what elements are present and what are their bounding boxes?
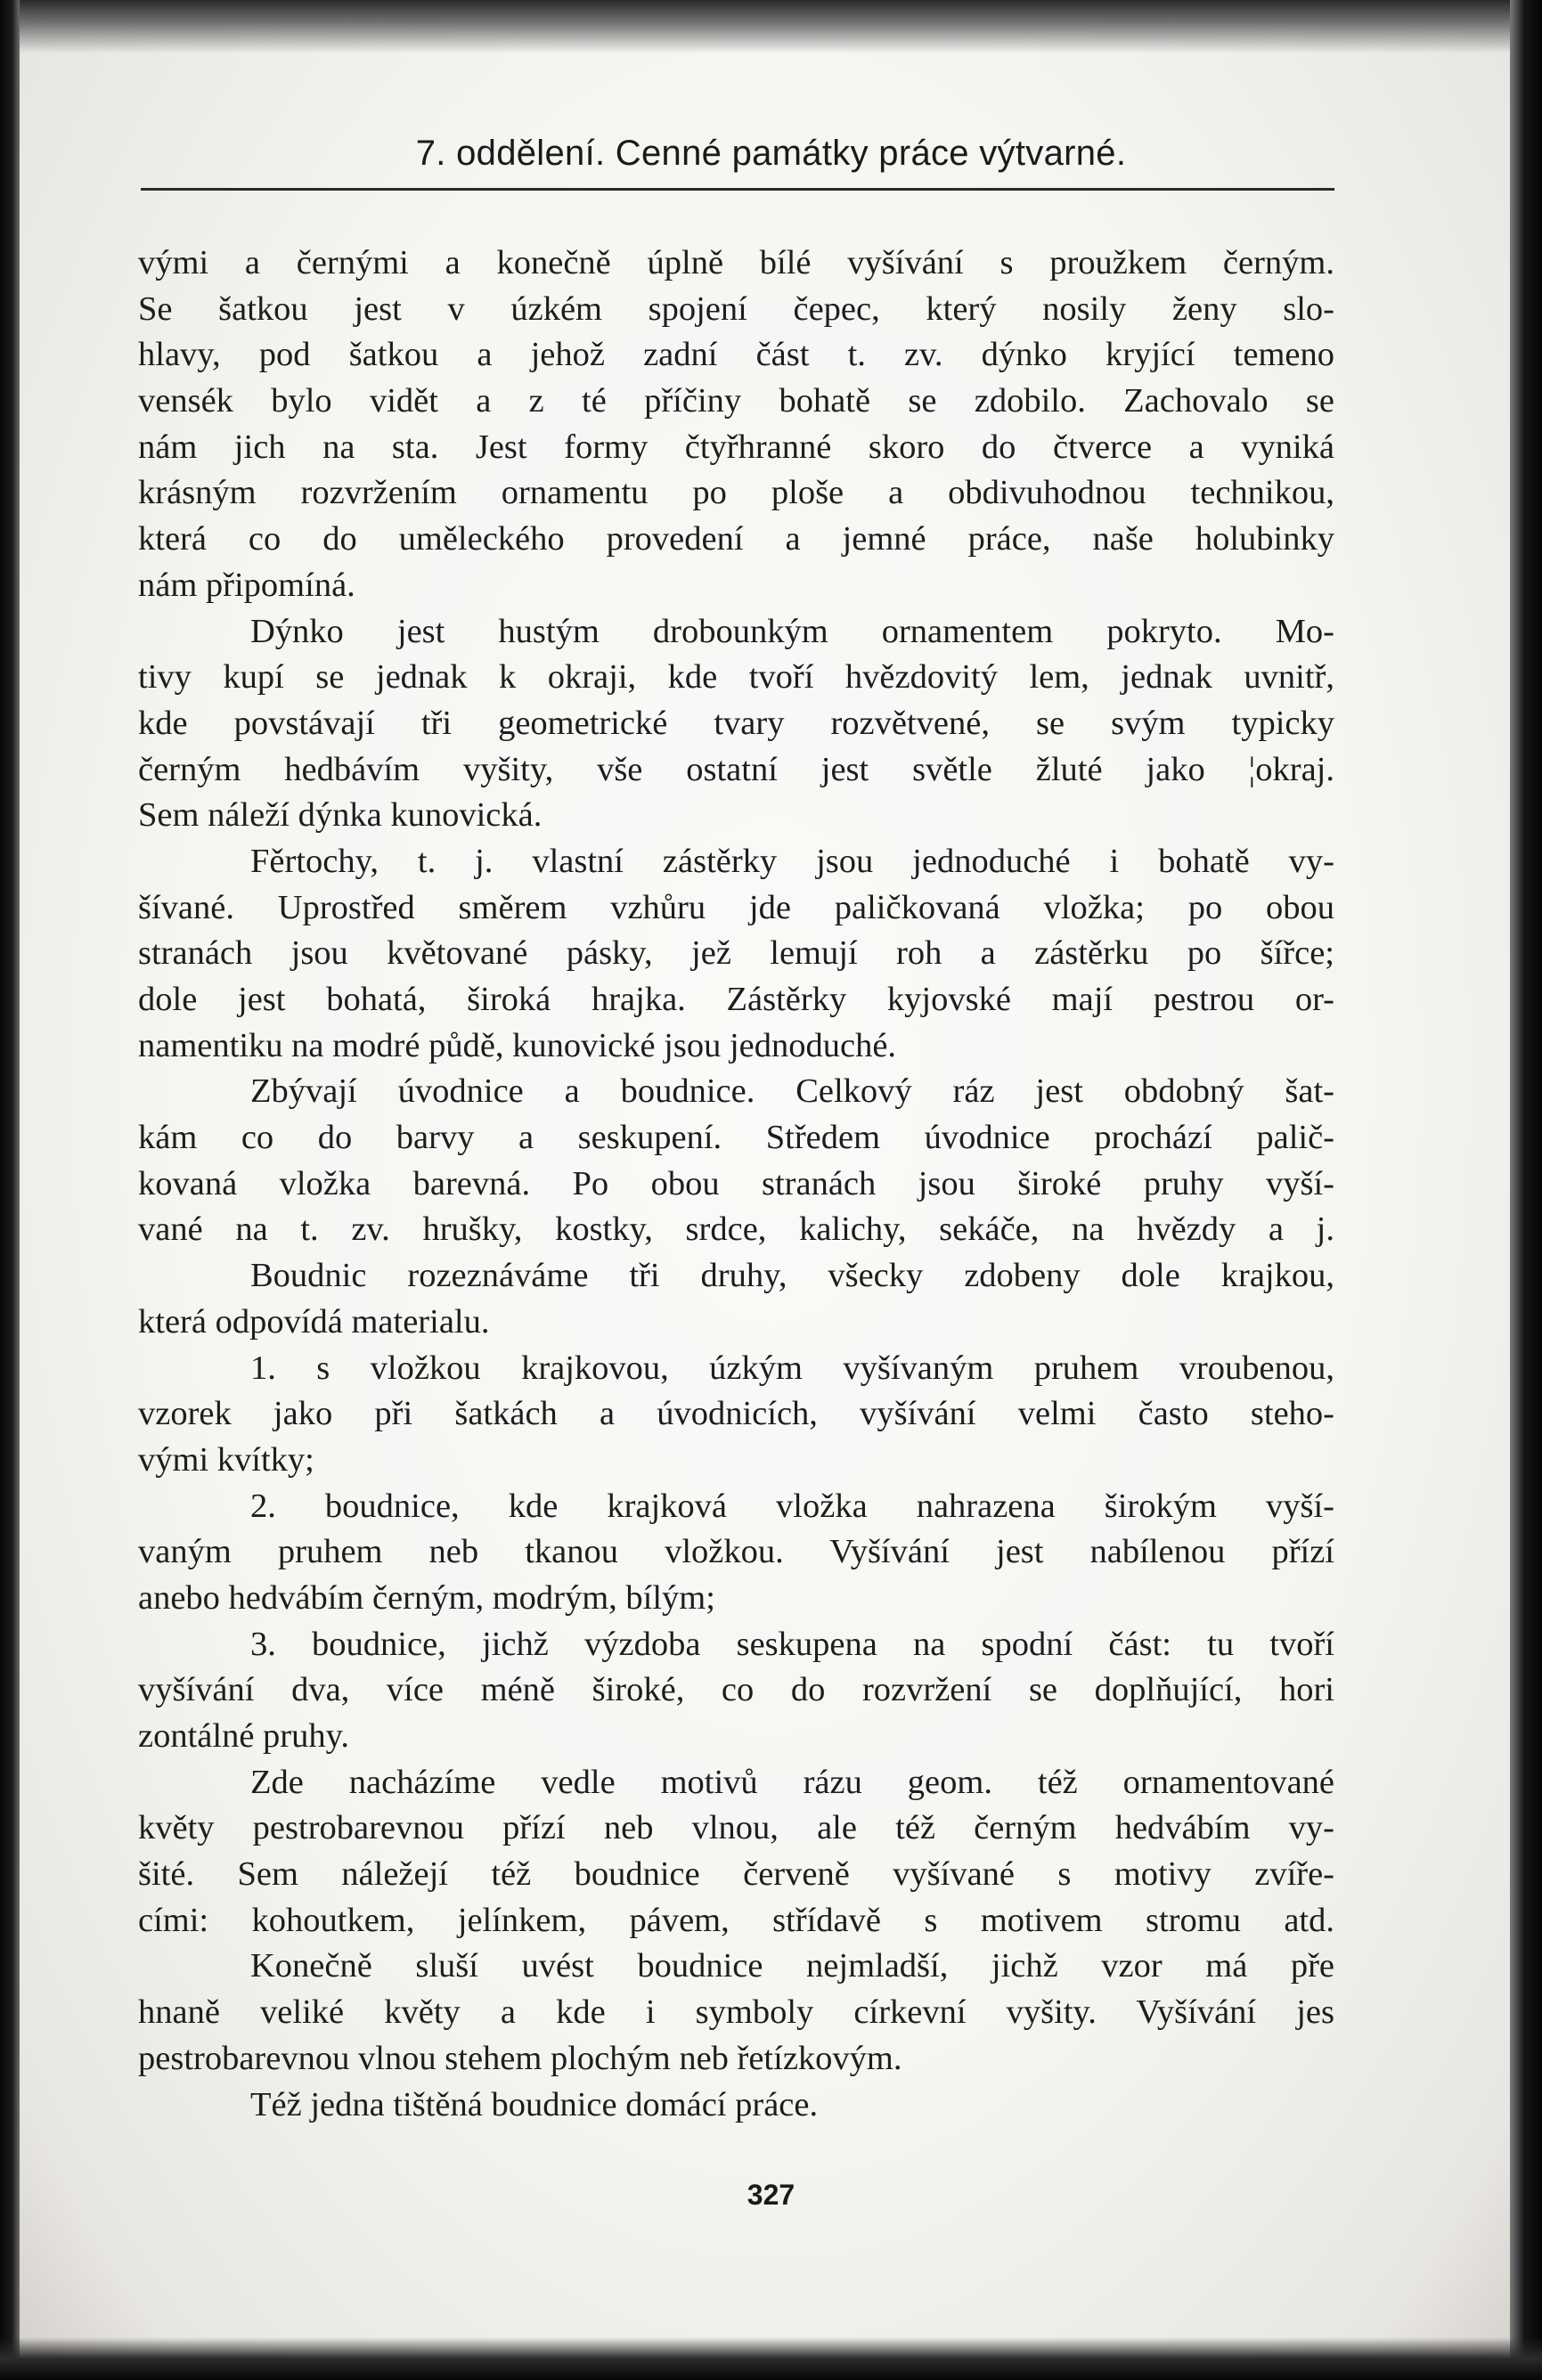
text-line: černým hedbávím vyšity, vše ostatní jest světle žluté jako ¦okraj. (138, 750, 1334, 788)
paragraph-start-line: Fěrtochy, t. j. vlastní zástěrky jsou jednoduché i bohatě vy- (250, 842, 1334, 880)
text-line: vensék bylo vidět a z té příčiny bohatě se zdobilo. Zachovalo se (138, 382, 1334, 420)
text-line: dole jest bohatá, široká hrajka. Zástěrky kyjovské mají pestrou or- (138, 981, 1334, 1018)
text-line: která odpovídá materialu. (138, 1302, 490, 1341)
paragraph-start-line: Zbývají úvodnice a boudnice. Celkový ráz jest obdobný šat- (250, 1072, 1334, 1111)
paragraph-start-line: 2. boudnice, kde krajková vložka nahrazena širokým vyší- (250, 1487, 1334, 1525)
text-line: Se šatkou jest v úzkém spojení čepec, který nosily ženy slo- (138, 289, 1334, 328)
paragraph-start-line: Konečně sluší uvést boudnice nejmladší, jichž vzor má pře (250, 1947, 1334, 1985)
scan-edge-left (0, 0, 20, 2380)
paragraph-start-line: 1. s vložkou krajkovou, úzkým vyšívaným pruhem vroubenou, (250, 1349, 1334, 1387)
scan-edge-bottom (0, 2337, 1542, 2380)
text-line: stranách jsou květované pásky, jež lemují roh a zástěrku po šířce; (138, 934, 1334, 973)
text-line: vané na t. zv. hrušky, kostky, srdce, kalichy, sekáče, na hvězdy a j. (138, 1210, 1334, 1249)
paragraph-start-line: Též jedna tištěná boudnice domácí práce. (250, 2085, 819, 2123)
text-line: vými kvítky; (138, 1440, 314, 1479)
text-line: tivy kupí se jednak k okraji, kde tvoří hvězdovitý lem, jednak uvnitř, (138, 658, 1334, 697)
text-line: vyšívání dva, více méně široké, co do rozvržení se doplňující, hori (138, 1671, 1334, 1709)
text-line: namentiku na modré půdě, kunovické jsou jednoduché. (138, 1026, 897, 1064)
scan-edge-right (1510, 0, 1542, 2380)
text-line: kám co do barvy a seskupení. Středem úvodnice prochází palič- (138, 1119, 1334, 1157)
text-line: šité. Sem náležejí též boudnice červeně vyšívané s motivy zvíře- (138, 1855, 1334, 1894)
text-line: květy pestrobarevnou přízí neb vlnou, ale též černým hedvábím vy- (138, 1809, 1334, 1847)
text-line: vaným pruhem neb tkanou vložkou. Vyšívání jest nabílenou přízí (138, 1533, 1334, 1571)
text-line: nám připomíná. (138, 566, 355, 604)
text-line: hlavy, pod šatkou a jehož zadní část t. zv. dýnko kryjící temeno (138, 336, 1334, 374)
paragraph-start-line: Dýnko jest hustým drobounkým ornamentem pokryto. Mo- (250, 612, 1334, 650)
text-line: nám jich na sta. Jest formy čtyřhranné skoro do čtverce a vyniká (138, 428, 1334, 466)
text-line: cími: kohoutkem, jelínkem, pávem, střídavě s motivem stromu atd. (138, 1901, 1334, 1939)
text-line: krásným rozvržením ornamentu po ploše a obdivuhodnou technikou, (138, 474, 1334, 512)
text-line: kovaná vložka barevná. Po obou stranách jsou široké pruhy vyší- (138, 1164, 1334, 1202)
running-header: 7. oddělení. Cenné památky práce výtvarné. (415, 134, 1127, 173)
header-rule (141, 188, 1334, 191)
text-line: pestrobarevnou vlnou stehem plochým neb řetízkovým. (138, 2039, 902, 2077)
page-number: 327 (747, 2179, 795, 2211)
text-line: zontálné pruhy. (138, 1717, 349, 1755)
text-line: která co do uměleckého provedení a jemné práce, naše holubinky (138, 520, 1334, 558)
text-line: hnaně veliké květy a kde i symboly církevní vyšity. Vyšívání jes (138, 1993, 1334, 2032)
text-line: vými a černými a konečně úplně bílé vyšívání s proužkem černým. (138, 244, 1334, 281)
text-line: šívané. Uprostřed směrem vzhůru jde paličkovaná vložka; po obou (138, 888, 1334, 926)
text-line: kde povstávají tři geometrické tvary rozvětvené, se svým typicky (138, 704, 1334, 742)
text-line: vzorek jako při šatkách a úvodnicích, vyšívání velmi často steho- (138, 1395, 1334, 1433)
text-line: Sem náleží dýnka kunovická. (138, 796, 543, 835)
paragraph-start-line: Boudnic rozeznáváme tři druhy, všecky zdobeny dole krajkou, (250, 1257, 1334, 1295)
paragraph-start-line: Zde nacházíme vedle motivů rázu geom. též ornamentované (250, 1763, 1334, 1801)
scan-edge-top (0, 0, 1542, 53)
paragraph-start-line: 3. boudnice, jichž výzdoba seskupena na spodní část: tu tvoří (250, 1625, 1334, 1663)
text-line: anebo hedvábím černým, modrým, bílým; (138, 1578, 715, 1617)
body-text (138, 240, 1334, 2128)
